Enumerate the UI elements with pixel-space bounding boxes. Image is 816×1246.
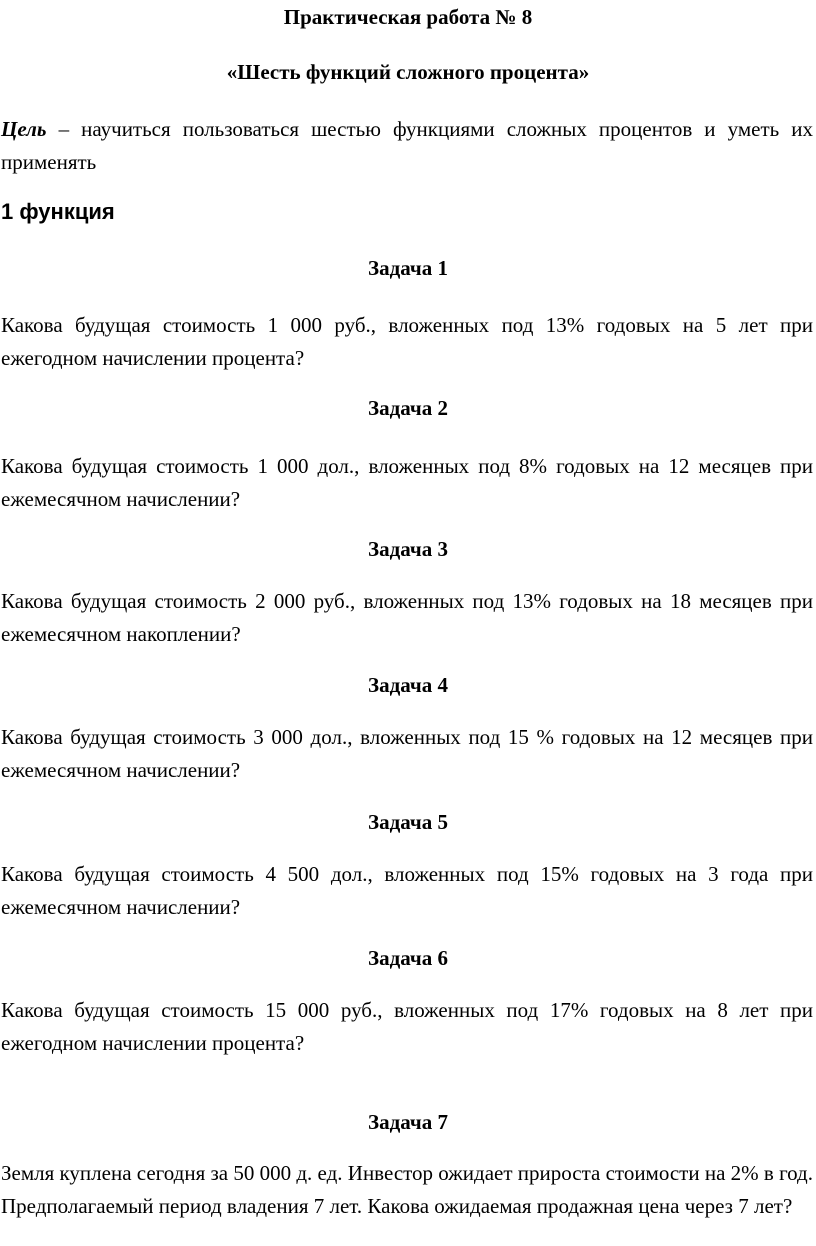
task-text: Какова будущая стоимость 1 000 руб., вложенных под 13% годовых на 5 лет при ежегодном начислении процента? [1, 313, 813, 370]
goal-paragraph [1, 113, 813, 179]
task-title: Задача 4 [368, 673, 448, 697]
task-title: Задача 2 [368, 396, 448, 420]
task-title: Задача 1 [368, 256, 448, 280]
task-title: Задача 3 [368, 537, 448, 561]
section-heading: 1 функция [1, 199, 115, 224]
task-text: Какова будущая стоимость 15 000 руб., вложенных под 17% годовых на 8 лет при ежегодном начислении процента? [1, 998, 813, 1055]
task-text: Земля куплена сегодня за 50 000 д. ед. Инвестор ожидает прироста стоимости на 2% в год. Предполагаемый период владения 7 лет. Какова ожидаемая продажная цена через 7 лет? [1, 1161, 813, 1218]
task-text: Какова будущая стоимость 3 000 дол., вложенных под 15 % годовых на 12 месяцев при ежемесячном начислении? [1, 725, 813, 782]
task-text: Какова будущая стоимость 4 500 дол., вложенных под 15% годовых на 3 года при ежемесячном начислении? [1, 862, 813, 919]
document-subtitle: «Шесть функций сложного процента» [226, 60, 590, 84]
task-text: Какова будущая стоимость 2 000 руб., вложенных под 13% годовых на 18 месяцев при ежемесячном накоплении? [1, 589, 813, 646]
goal-text: – научиться пользоваться шестью функциями сложных процентов и уметь их применять [1, 117, 813, 174]
document-title: Практическая работа № 8 [283, 5, 533, 29]
goal-label: Цель [1, 117, 47, 141]
task-title: Задача 7 [368, 1110, 448, 1134]
task-title: Задача 6 [368, 946, 448, 970]
task-text: Какова будущая стоимость 1 000 дол., вложенных под 8% годовых на 12 месяцев при ежемесячном начислении? [1, 454, 813, 511]
task-title: Задача 5 [368, 810, 448, 834]
